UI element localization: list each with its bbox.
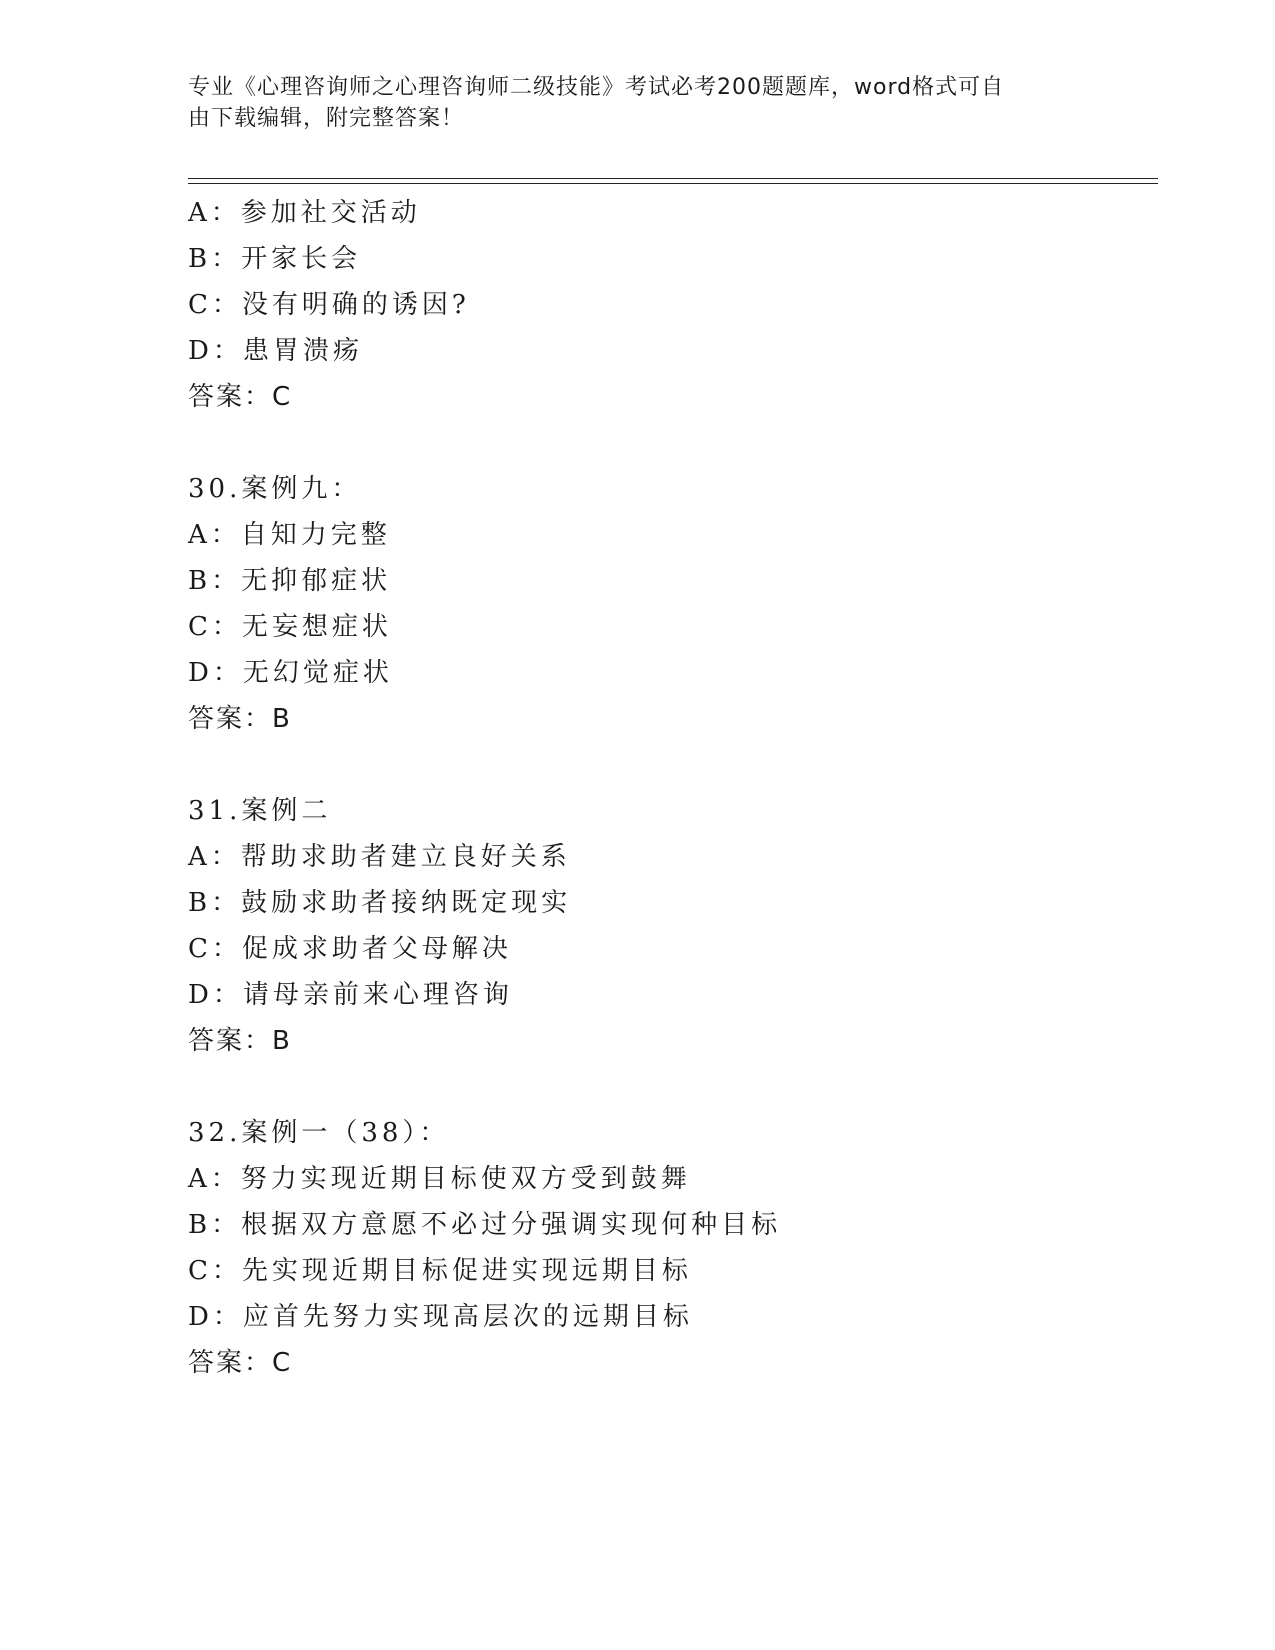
option-b: B：开家长会 [188, 244, 362, 274]
option-d: D：请母亲前来心理咨询 [188, 980, 513, 1010]
option-b: B：根据双方意愿不必过分强调实现何种目标 [188, 1210, 782, 1240]
document-header [188, 72, 1088, 134]
option-a: A：努力实现近期目标使双方受到鼓舞 [188, 1164, 691, 1194]
answer-line: 答案：C [188, 382, 293, 412]
answer-line: 答案：B [188, 1026, 292, 1056]
option-a: A：自知力完整 [188, 520, 391, 550]
header-divider-top [188, 178, 1158, 179]
option-a: A：帮助求助者建立良好关系 [188, 842, 571, 872]
option-d: D：无幻觉症状 [188, 658, 393, 688]
option-b: B：鼓励求助者接纳既定现实 [188, 888, 572, 918]
option-a: A：参加社交活动 [188, 198, 421, 228]
question-stem: 32.案例一（38）： [188, 1118, 450, 1148]
spacer [188, 742, 1158, 788]
question-stem: 30.案例九： [188, 474, 362, 504]
option-c: C：促成求助者父母解决 [188, 934, 512, 964]
question-list [188, 190, 1158, 1386]
header-line-1: 专业《心理咨询师之心理咨询师二级技能》考试必考200题题库，word格式可自 [188, 75, 1005, 100]
header-divider-bottom [188, 183, 1158, 184]
question-block-31 [188, 788, 1158, 1064]
spacer [188, 420, 1158, 466]
answer-line: 答案：C [188, 1348, 293, 1378]
option-d: D：患胃溃疡 [188, 336, 363, 366]
spacer [188, 1064, 1158, 1110]
question-stem: 31.案例二 [188, 796, 332, 826]
question-block-32 [188, 1110, 1158, 1386]
option-c: C：没有明确的诱因? [188, 290, 470, 320]
answer-line: 答案：B [188, 704, 292, 734]
question-block-30 [188, 466, 1158, 742]
question-block-continued [188, 190, 1158, 420]
option-b: B：无抑郁症状 [188, 566, 392, 596]
option-c: C：无妄想症状 [188, 612, 392, 642]
header-line-2: 由下载编辑，附完整答案！ [188, 106, 465, 131]
option-d: D：应首先努力实现高层次的远期目标 [188, 1302, 693, 1332]
option-c: C：先实现近期目标促进实现远期目标 [188, 1256, 692, 1286]
